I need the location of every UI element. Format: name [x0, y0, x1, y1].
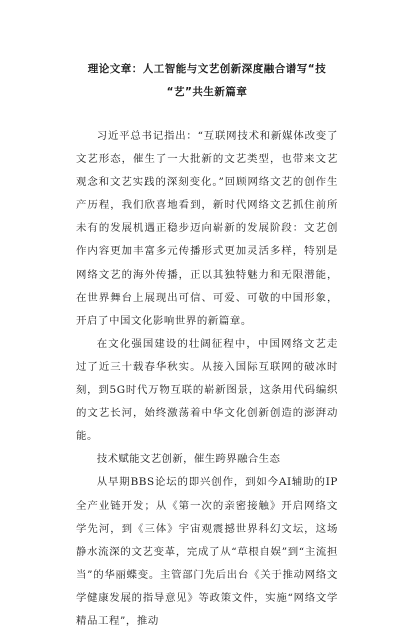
article-title-line-2: “艺”共生新篇章 — [166, 86, 248, 98]
article-title — [76, 0, 338, 104]
article-title-line-1: 理论文章：人工智能与文艺创新深度融合谱写“技 — [87, 63, 327, 75]
paragraph-intro: 习近平总书记指出：“互联网技术和新媒体改变了文艺形态，催生了一大批新的文艺类型，也带来文艺观念和文艺实践的深刻变化。”回顾网络文艺的创作生产历程，我们欣喜地看到，新时代网络文艺抓住前所未有的发展机遇正稳步迈向崭新的发展阶段：文艺创作内容更加丰富多元传播形式更加灵活多样，特别是网络文艺的海外传播，正以其独特魅力和无限潜能，在世界舞台上展现出可信、可爱、可敬的中国形象，开启了中国文化影响世界的新篇章。 — [76, 130, 338, 327]
paragraph-history: 在文化强国建设的壮阔征程中，中国网络文艺走过了近三十载春华秋实。从接入国际互联网的破冰时刻，到5G时代万物互联的崭新图景，这条用代码编织的文艺长河，始终激荡着中华文化创新创造的澎湃动能。 — [76, 337, 338, 443]
article-body — [76, 125, 338, 633]
section-heading: 技术赋能文艺创新，催生跨界融合生态 — [96, 453, 281, 466]
paragraph-evolution: 从早期BBS论坛的即兴创作，到如今AI辅助的IP全产业链开发；从《第一次的亲密接触》开启网络文学先河，到《三体》宇宙观震撼世界科幻文坛，这场静水流深的文艺变革，完成了从“草根自娱”到“主流担当”的华丽蝶变。主管部门先后出台《关于推动网络文学健康发展的指导意见》等政策文件，实施“网络文学精品工程”，推动 — [76, 476, 338, 627]
